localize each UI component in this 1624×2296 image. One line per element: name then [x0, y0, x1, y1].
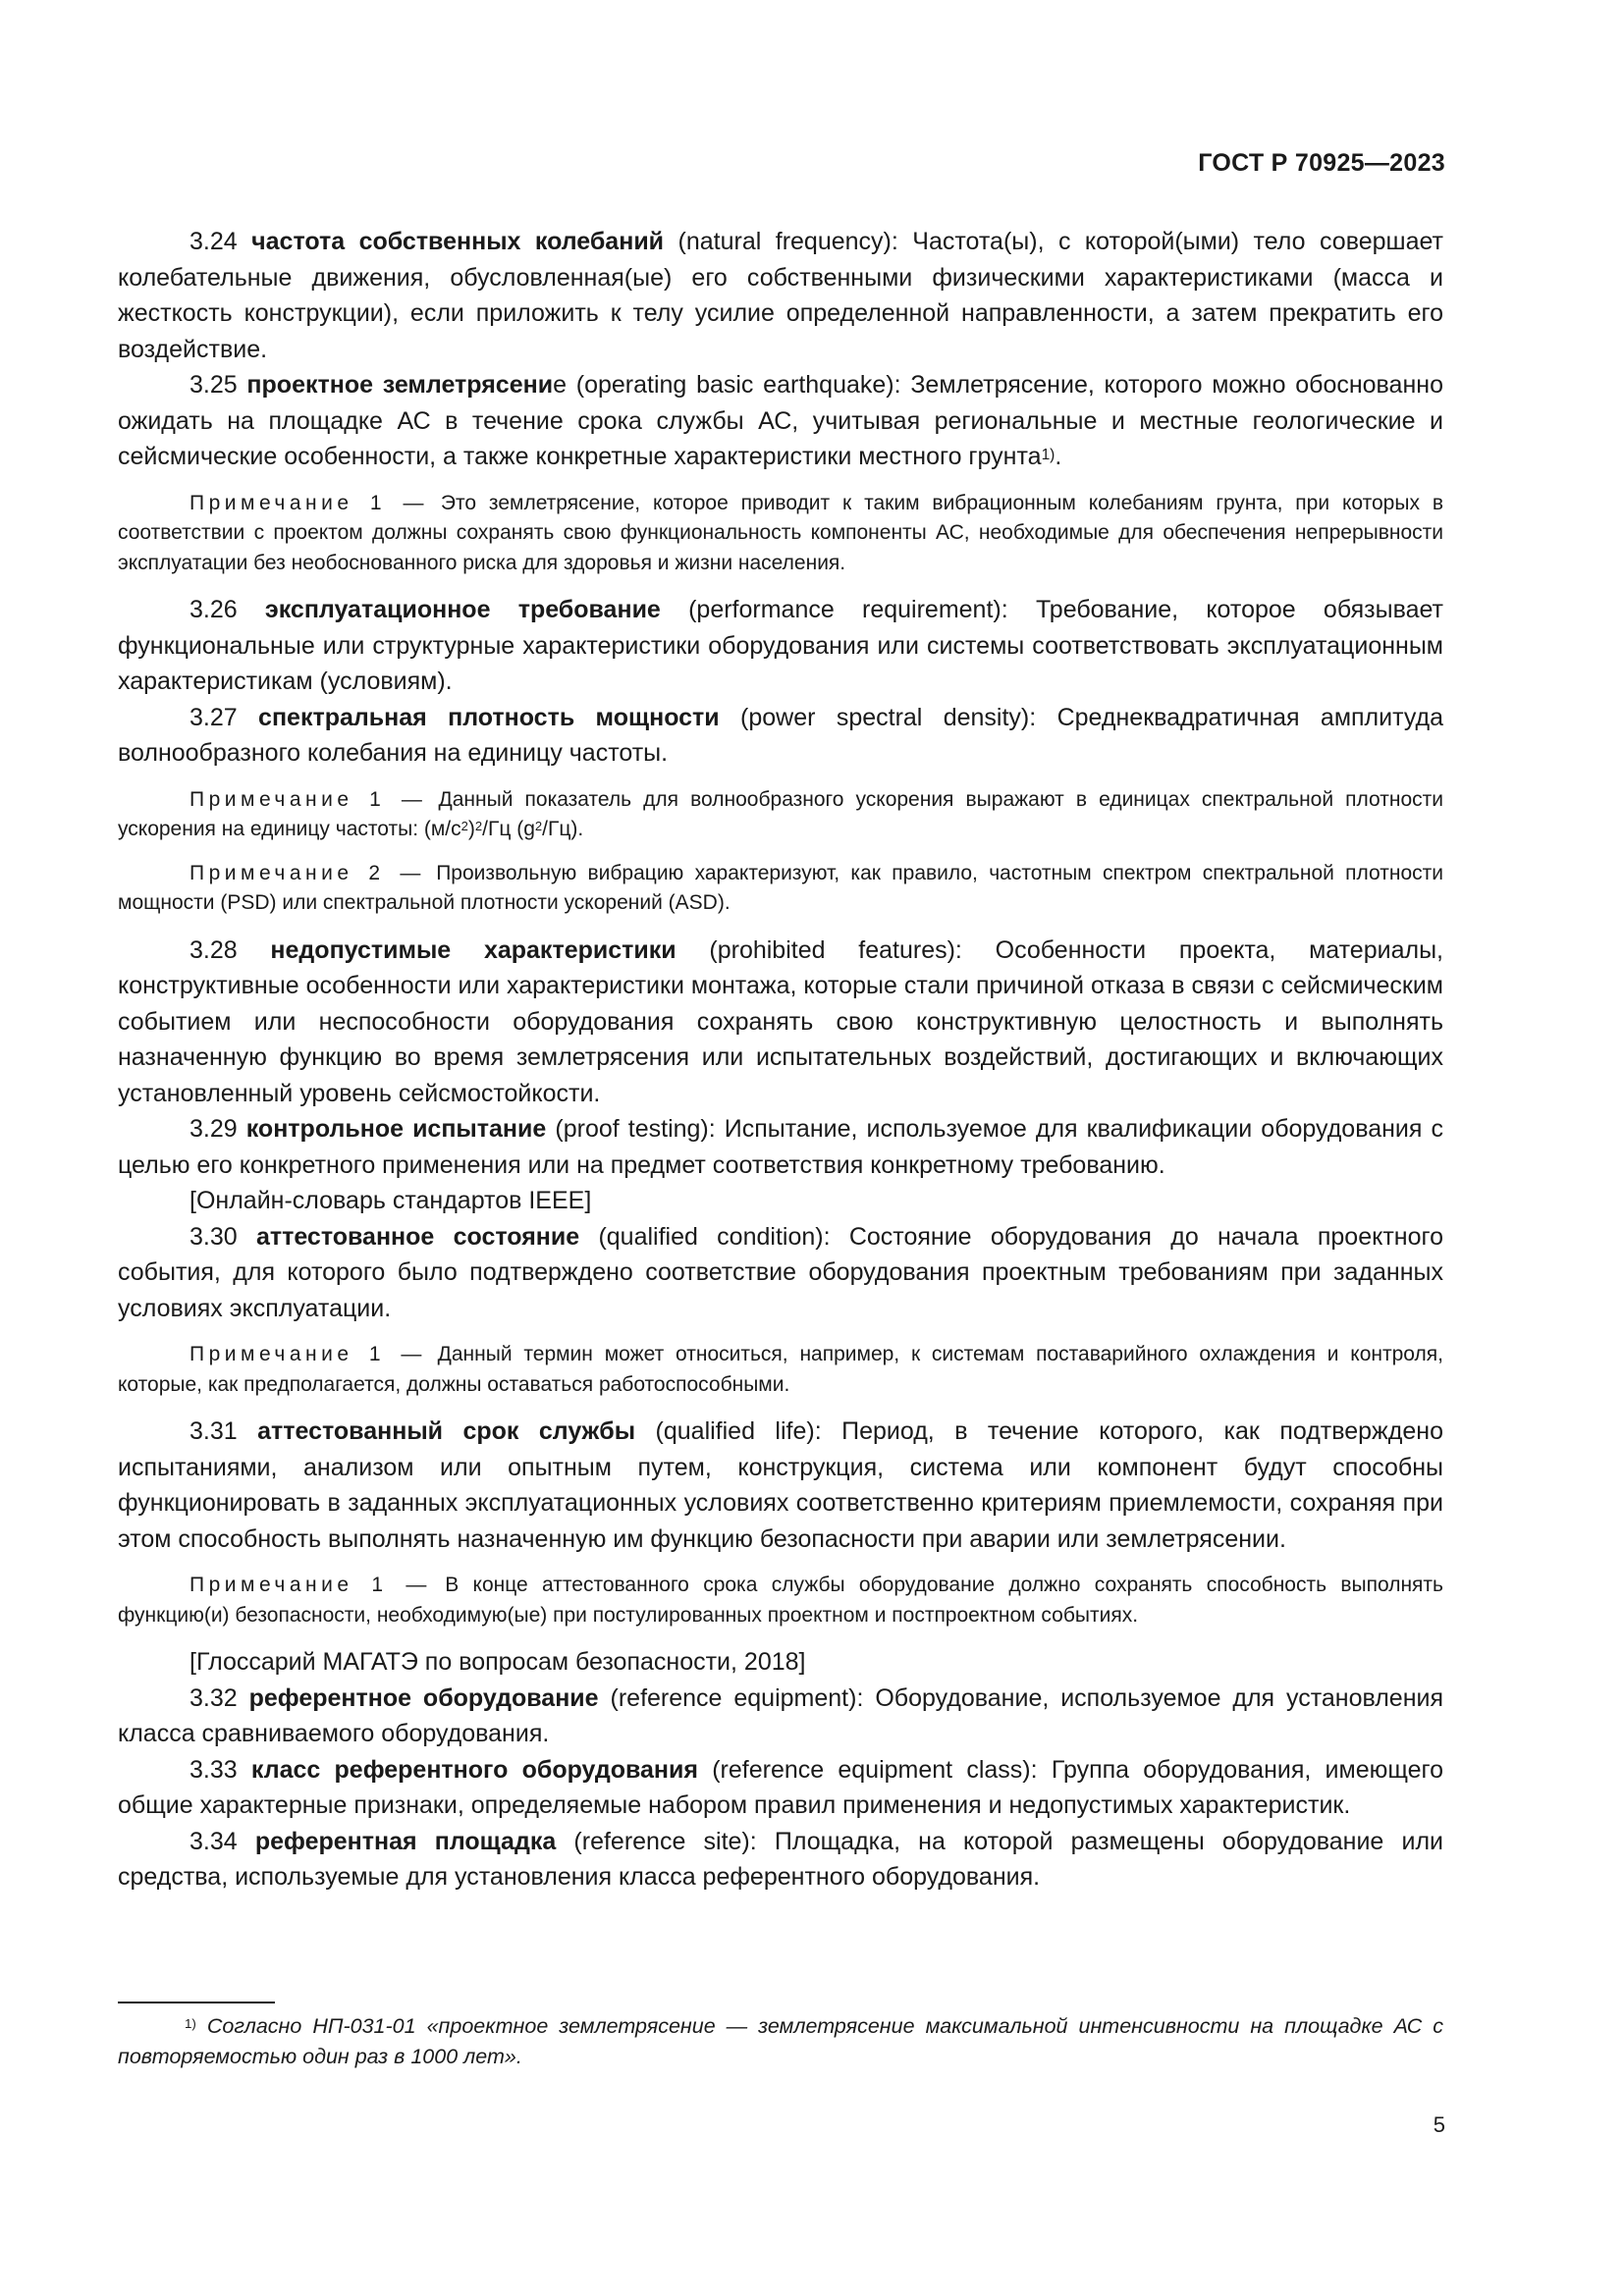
term-name: спектральная плотность мощности	[258, 703, 720, 731]
term-entry-3-25: 3.25 проектное землетрясение (operating basic earthquake): Землетрясение, которого можно обоснованно ожидать на площадке АС в течение срока службы АС, учитывая региональные и местные геологические и сейсмические особенности, а также конкретные характеристики местного грунта$^{1)}$.	[118, 371, 1443, 470]
term-entry-3-30: 3.30 аттестованное состояние (qualified condition): Состояние оборудования до начала проектного события, для которого было подтверждено соответствие оборудования проектным требованиям при заданных условиях эксплуатации.	[118, 1222, 1443, 1322]
term-entry-3-33: 3.33 класс референтного оборудования (reference equipment class): Группа оборудования, имеющего общие характерные признаки, определяемые набором правил применения и недопустимых характеристик.	[118, 1755, 1444, 1819]
term-name: класс референтного оборудования	[250, 1755, 698, 1784]
term-entry-3-29: 3.29 контрольное испытание (proof testing): Испытание, используемое для квалификации оборудования с целью его конкретного применения или на предмет соответствия конкретному требованию.	[118, 1115, 1443, 1179]
term-name: аттестованный срок службы	[257, 1417, 636, 1445]
term-entry-3-27: 3.27 спектральная плотность мощности (power spectral density): Среднеквадратичная амплитуда волнообразного колебания на единицу частоты.	[118, 703, 1444, 767]
term-entry-3-31: 3.31 аттестованный срок службы (qualified life): Период, в течение которого, как подтверждено испытаниями, анализом или опытным путем, конструкция, система или компонент будут способны функционировать в заданных эксплуатационных условиях соответственно критериям приемлемости, сохраняя при этом способность выполнять назначенную им функцию безопасности при аварии или землетрясении.	[118, 1417, 1443, 1553]
term-name: референтная площадка	[254, 1827, 557, 1855]
term-name: проектное землетрясени	[246, 371, 554, 399]
footnote-divider	[118, 2002, 275, 2003]
term-name: недопустимые характеристики	[270, 935, 677, 964]
footnote: $^{1)}$ Согласно НП-031-01 «проектное землетрясение — землетрясение максимальной интенсивности на площадке АС с повторяемостью один раз в 1000 лет».	[118, 2014, 1443, 2068]
page-number: 5	[1433, 2112, 1445, 2137]
term-entry-3-26: 3.26 эксплуатационное требование (performance requirement): Требование, которое обязывает функциональные или структурные характеристики оборудования или системы соответствовать эксплуатационным характеристикам (условиям).	[118, 596, 1443, 695]
term-name: эксплуатационное требование	[264, 596, 661, 623]
source-reference: [Глоссарий МАГАТЭ по вопросам безопасности, 2018]	[189, 1648, 806, 1676]
note-3-30-1: Примечание 1 — Данный термин может относиться, например, к системам поставарийного охлаждения и контроля, которые, как предполагается, должны оставаться работоспособными.	[118, 1343, 1443, 1396]
footnote-marker: 1)	[185, 2016, 196, 2032]
term-entry-3-24: 3.24 частота собственных колебаний (natural frequency): Частота(ы), с которой(ыми) тело совершает колебательные движения, обусловленная(ые) его собственными физическими характеристиками (масса и жесткость конструкции), если приложить к телу усилие определенной направленности, а затем прекратить его воздействие.	[118, 228, 1444, 363]
term-entry-3-32: 3.32 референтное оборудование (reference equipment): Оборудование, используемое для установления класса сравниваемого оборудования.	[118, 1683, 1444, 1747]
note-3-31-1: Примечание 1 — В конце аттестованного срока службы оборудование должно сохранять способность выполнять функцию(и) безопасности, необходимую(ые) при постулированных проектном и постпроектном событиях.	[118, 1574, 1443, 1627]
note-3-27-2: Примечание 2 — Произвольную вибрацию характеризуют, как правило, частотным спектром спектральной плотности мощности (PSD) или спектральной плотности ускорений (ASD).	[118, 861, 1443, 914]
term-name: аттестованное состояние	[255, 1222, 580, 1251]
document-body	[118, 224, 1443, 1896]
term-entry-3-28: 3.28 недопустимые характеристики (prohibited features): Особенности проекта, материалы, конструктивные особенности или характеристики монтажа, которые стали причиной отказа в связи с сейсмическим событием или неспособности оборудования сохранять свою конструктивную целостность и выполнять назначенную функцию во время землетрясения или испытательных воздействий, достигающих и включающих установленный уровень сейсмостойкости.	[118, 935, 1443, 1107]
term-entry-3-34: 3.34 референтная площадка (reference site): Площадка, на которой размещены оборудование или средства, используемые для установления класса референтного оборудования.	[118, 1827, 1443, 1891]
term-name: контрольное испытание	[245, 1115, 547, 1143]
document-id: ГОСТ Р 70925—2023	[1198, 149, 1445, 177]
footnote-reference: 1)	[1041, 446, 1056, 463]
term-name: референтное оборудование	[248, 1683, 599, 1712]
note-3-27-1: Примечание 1 — Данный показатель для волнообразного ускорения выражают в единицах спектральной плотности ускорения на единицу частоты: $(м/с^2)^2/Гц$ $(g^2/Гц)$.	[118, 787, 1443, 840]
source-reference: [Онлайн-словарь стандартов IEEE]	[189, 1187, 592, 1214]
term-name: частота собственных колебаний	[251, 228, 665, 255]
note-3-25-1: Примечание 1 — Это землетрясение, которое приводит к таким вибрационным колебаниям грунта, при которых в соответствии с проектом должны сохранять свою функциональность компоненты АС, необходимые для обеспечения непрерывности эксплуатации без необоснованного риска для здоровья и жизни населения.	[118, 491, 1443, 574]
